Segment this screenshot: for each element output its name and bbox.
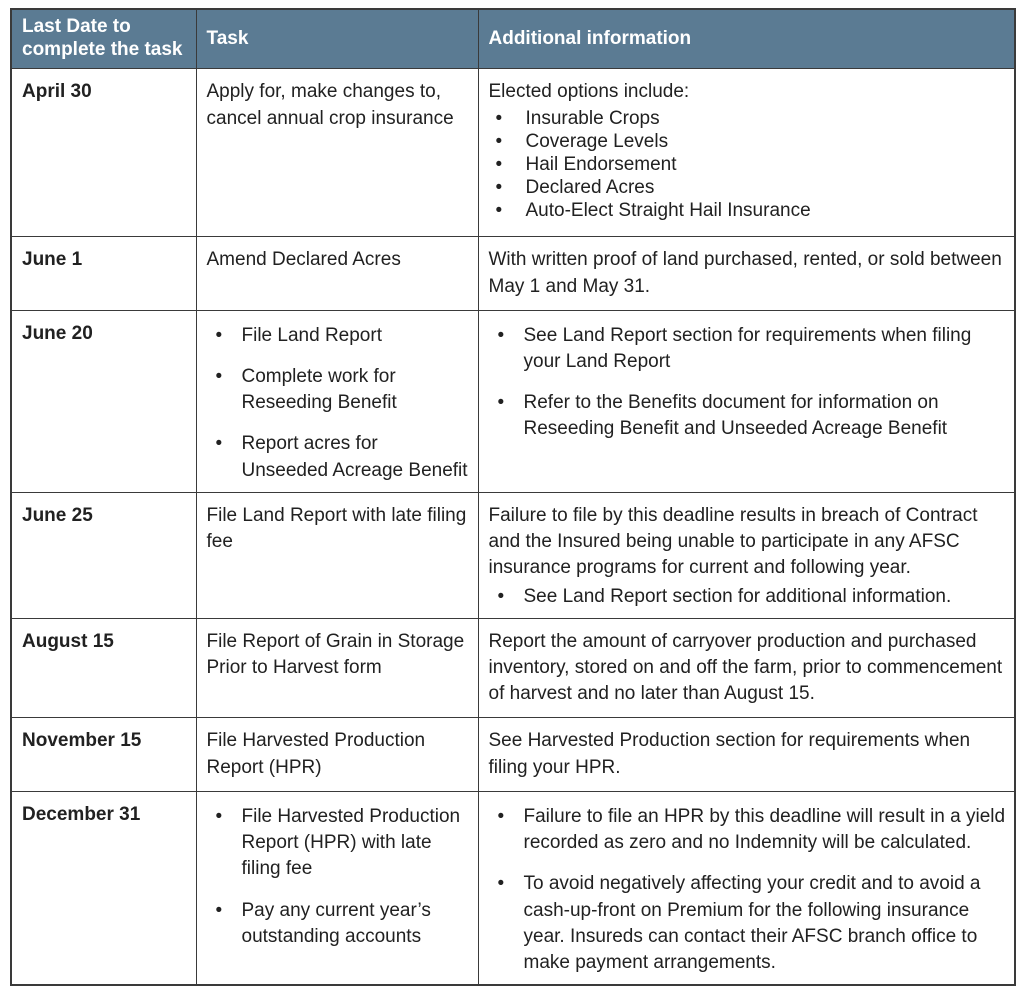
bullet-icon: • — [497, 805, 505, 827]
info-cell — [478, 718, 1015, 791]
bullet-icon: • — [497, 324, 505, 346]
bullet-item — [489, 154, 1007, 177]
bullet-text: Insurable Crops — [525, 107, 660, 129]
cell-paragraph: File Land Report with late filing fee — [206, 504, 467, 553]
table-row — [11, 618, 1015, 718]
info-cell — [478, 310, 1015, 492]
table-row — [11, 791, 1015, 985]
bullet-icon: • — [495, 199, 503, 221]
task-cell — [196, 310, 478, 492]
bullet-item — [489, 177, 1007, 200]
header-cell-additional-information: Additional information — [478, 9, 1015, 69]
bullet-text: Hail Endorsement — [525, 153, 677, 175]
table-row — [11, 492, 1015, 618]
cell-paragraph: See Harvested Production section for requirements when filing your HPR. — [488, 730, 971, 778]
bullet-text: Coverage Levels — [525, 130, 669, 152]
deadline-date: April 30 — [11, 69, 196, 237]
bullet-icon: • — [497, 392, 505, 414]
cell-paragraph: File Harvested Production Report (HPR) — [206, 730, 426, 778]
task-cell — [196, 718, 478, 791]
info-cell — [478, 69, 1015, 237]
info-cell — [478, 791, 1015, 985]
deadline-date: June 25 — [11, 492, 196, 618]
bullet-item — [207, 431, 470, 483]
table-body — [11, 69, 1015, 985]
info-cell — [478, 618, 1015, 718]
bullet-item — [207, 898, 470, 950]
bullet-item — [207, 804, 470, 883]
deadline-table — [10, 8, 1016, 986]
bullet-item — [489, 871, 1007, 976]
bullet-item — [207, 364, 470, 416]
header-cell-last-date: Last Date to complete the task — [11, 9, 196, 69]
bullet-icon: • — [495, 176, 503, 198]
bullet-item — [207, 323, 470, 349]
bullet-icon: • — [215, 366, 223, 387]
cell-paragraph: Failure to file by this deadline results in breach of Contract and the Insured being unable to participate in any AFSC insurance programs for current and following year. — [488, 504, 978, 579]
task-cell — [196, 618, 478, 718]
bullet-icon: • — [215, 899, 223, 921]
cell-paragraph: File Report of Grain in Storage Prior to Harvest form — [206, 630, 465, 678]
bullet-icon: • — [495, 130, 503, 152]
info-cell — [478, 492, 1015, 618]
bullet-item — [489, 390, 1007, 442]
bullet-text: File Harvested Production Report (HPR) with late filing fee — [241, 805, 461, 880]
deadline-date: June 20 — [11, 310, 196, 492]
bullet-item — [489, 323, 1007, 375]
bullet-text: Refer to the Benefits document for information on Reseeding Benefit and Unseeded Acreage Benefit — [523, 392, 948, 440]
table-row — [11, 237, 1015, 310]
bullet-icon: • — [215, 324, 223, 346]
bullet-item — [489, 804, 1007, 856]
header-cell-task: Task — [196, 9, 478, 69]
bullet-icon: • — [215, 805, 223, 827]
bullet-icon: • — [495, 153, 503, 175]
bullet-icon: • — [215, 433, 223, 455]
table-row — [11, 69, 1015, 237]
bullet-text: Auto-Elect Straight Hail Insurance — [525, 199, 811, 221]
bullet-text: To avoid negatively affecting your credit and to avoid a cash-up-front on Premium for the following insurance year. Insureds can contact their AFSC branch office to make payment arrangements. — [523, 873, 981, 973]
cell-paragraph: Elected options include: — [488, 81, 690, 103]
bullet-item — [489, 108, 1007, 131]
bullet-text: Declared Acres — [525, 176, 655, 198]
task-cell — [196, 791, 478, 985]
info-cell — [478, 237, 1015, 310]
task-cell — [196, 492, 478, 618]
deadline-date: June 1 — [11, 237, 196, 310]
deadline-date: December 31 — [11, 791, 196, 985]
cell-paragraph: Report the amount of carryover production and purchased inventory, stored on and off the farm, prior to commencement of harvest and no later than August 15. — [488, 630, 1003, 705]
bullet-icon: • — [497, 585, 505, 607]
bullet-item — [489, 584, 1007, 610]
bullet-icon: • — [495, 107, 503, 129]
header-row — [11, 9, 1015, 69]
deadline-date: November 15 — [11, 718, 196, 791]
cell-paragraph: Apply for, make changes to, cancel annual crop insurance — [206, 81, 454, 129]
table-row — [11, 310, 1015, 492]
bullet-text: File Land Report — [241, 324, 382, 346]
bullet-text: Complete work for Reseeding Benefit — [241, 366, 397, 414]
cell-paragraph: Amend Declared Acres — [206, 249, 401, 271]
bullet-text: Pay any current year’s outstanding accounts — [241, 899, 431, 947]
bullet-text: Report acres for Unseeded Acreage Benefit — [241, 433, 468, 481]
bullet-item — [489, 131, 1007, 154]
cell-paragraph: With written proof of land purchased, rented, or sold between May 1 and May 31. — [488, 249, 1002, 297]
bullet-text: See Land Report section for additional information. — [523, 585, 952, 607]
task-cell — [196, 237, 478, 310]
task-cell — [196, 69, 478, 237]
deadline-date: August 15 — [11, 618, 196, 718]
table-row — [11, 718, 1015, 791]
bullet-text: See Land Report section for requirements when filing your Land Report — [523, 324, 972, 372]
bullet-text: Failure to file an HPR by this deadline will result in a yield recorded as zero and no Indemnity will be calculated. — [523, 805, 1006, 854]
bullet-item — [489, 200, 1007, 223]
bullet-icon: • — [497, 873, 505, 895]
